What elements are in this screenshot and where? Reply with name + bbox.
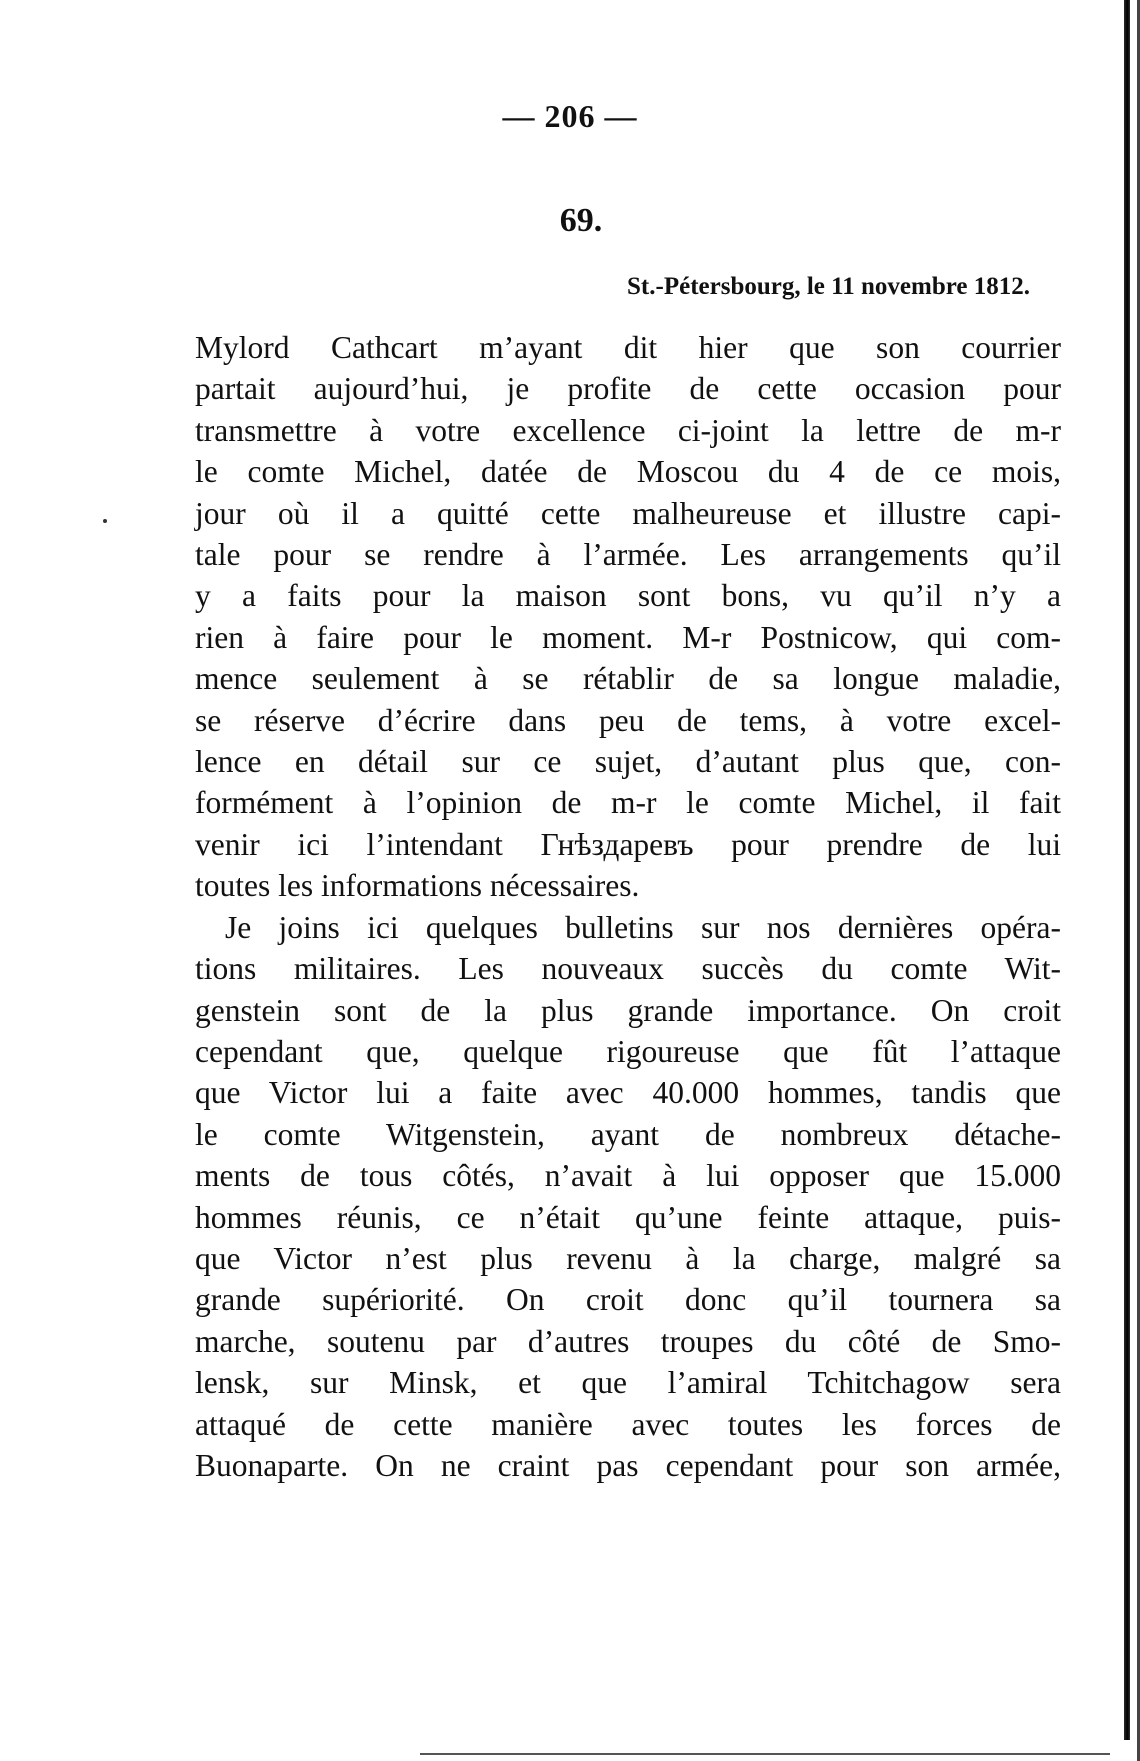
paragraph-2	[195, 907, 1061, 1487]
text-line: venir ici l’intendant Гнѣздаревъ pour prendre de lui	[195, 826, 1061, 862]
paragraph-1	[195, 327, 1061, 907]
text-line: mence seulement à se rétablir de sa longue maladie,	[195, 661, 1061, 697]
text-line: que Victor lui a faite avec 40.000 hommes, tandis que	[195, 1075, 1061, 1111]
text-line: marche, soutenu par d’autres troupes du côté de Smo-	[195, 1323, 1061, 1359]
text-line: formément à l’opinion de m-r le comte Michel, il fait	[195, 785, 1061, 821]
text-line: attaqué de cette manière avec toutes les forces de	[195, 1406, 1061, 1442]
text-line: ments de tous côtés, n’avait à lui opposer que 15.000	[195, 1158, 1061, 1194]
text-line: lence en détail sur ce sujet, d’autant plus que, con-	[195, 744, 1061, 780]
bottom-edge-line	[420, 1753, 1110, 1755]
text-line: hommes réunis, ce n’était qu’une feinte attaque, puis-	[195, 1199, 1061, 1235]
text-line: cependant que, quelque rigoureuse que fût l’attaque	[195, 1033, 1061, 1069]
text-line: transmettre à votre excellence ci-joint la lettre de m-r	[195, 412, 1061, 448]
text-line: Je joins ici quelques bulletins sur nos dernières opéra-	[225, 909, 1061, 945]
scan-speck	[103, 519, 107, 523]
text-line: grande supériorité. On croit donc qu’il tournera sa	[195, 1282, 1061, 1318]
text-line: Buonaparte. On ne craint pas cependant pour son armée,	[195, 1447, 1061, 1483]
page-number: — 206 —	[502, 98, 638, 134]
page-edge-shadow	[1124, 0, 1130, 1740]
text-line: tale pour se rendre à l’armée. Les arrangements qu’il	[195, 537, 1061, 573]
dateline: St.-Pétersbourg, le 11 novembre 1812.	[627, 273, 1030, 300]
text-line: lensk, sur Minsk, et que l’amiral Tchitchagow sera	[195, 1365, 1061, 1401]
text-line: que Victor n’est plus revenu à la charge, malgré sa	[195, 1240, 1061, 1276]
text-line: le comte Witgenstein, ayant de nombreux détache-	[195, 1116, 1061, 1152]
text-line: y a faits pour la maison sont bons, vu qu’il n’y a	[195, 578, 1061, 614]
letter-number: 69.	[559, 202, 603, 239]
text-line: se réserve d’écrire dans peu de tems, à votre excel-	[195, 702, 1061, 738]
text-line: jour où il a quitté cette malheureuse et illustre capi-	[195, 495, 1061, 531]
text-line: toutes les informations nécessaires.	[195, 868, 640, 904]
text-line: Mylord Cathcart m’ayant dit hier que son courrier	[195, 330, 1061, 365]
text-line: partait aujourd’hui, je profite de cette occasion pour	[195, 371, 1061, 407]
text-line: tions militaires. Les nouveaux succès du comte Wit-	[195, 951, 1061, 987]
text-line: le comte Michel, datée de Moscou du 4 de ce mois,	[195, 454, 1061, 490]
letter-body	[195, 327, 1061, 1486]
text-line: rien à faire pour le moment. M-r Postnicow, qui com-	[195, 619, 1061, 655]
text-line: genstein sont de la plus grande importance. On croit	[195, 992, 1061, 1028]
